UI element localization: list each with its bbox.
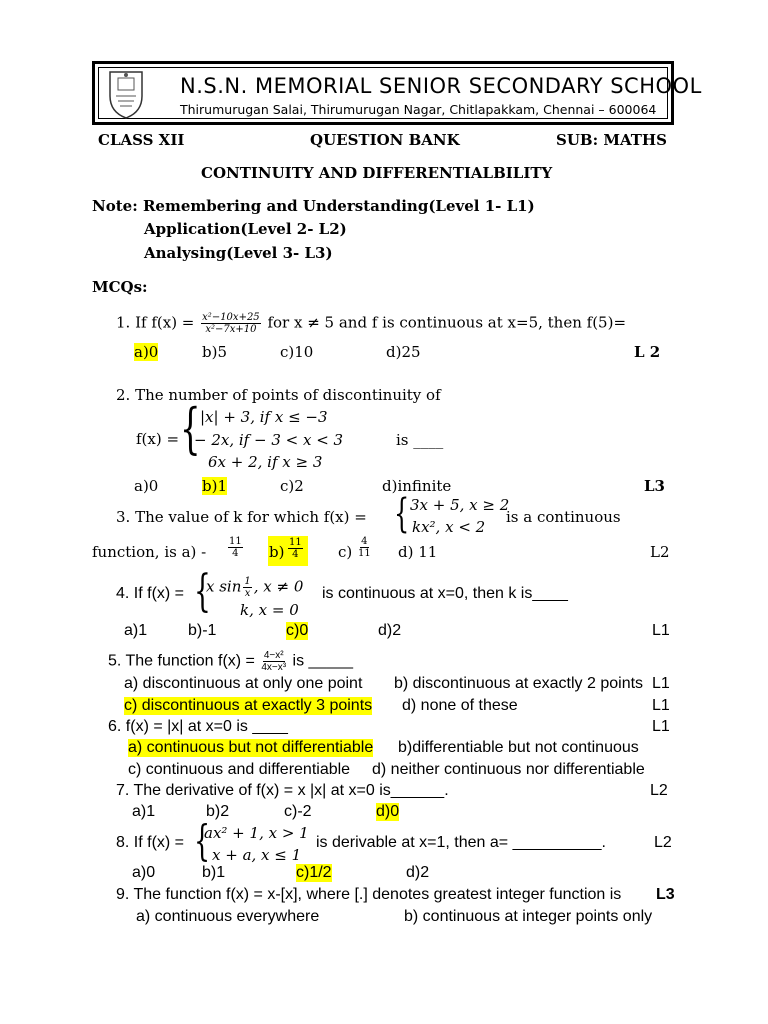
q4-option-d: d)2 — [378, 622, 402, 639]
q2-case-2: − 2x, if − 3 < x < 3 — [194, 431, 344, 449]
q4-option-b: b)-1 — [188, 622, 217, 639]
q8-level: L2 — [654, 834, 672, 851]
q3-b-denominator: 4 — [292, 549, 299, 560]
q8-option-a: a)0 — [132, 864, 156, 881]
q8-prefix: 8. If f(x) = — [116, 834, 185, 851]
q5-option-b: b) discontinuous at exactly 2 points — [394, 675, 644, 692]
q4-case-1-b: , x ≠ 0 — [253, 577, 304, 596]
q3-line-2: function, is a) - — [92, 543, 207, 561]
q3-b-numerator: 11 — [289, 537, 302, 548]
q3-option-a-fraction — [228, 536, 243, 559]
q7-question: 7. The derivative of f(x) = x |x| at x=0 is______. — [116, 782, 449, 799]
q3-option-c-fraction — [358, 536, 371, 559]
q1-denominator: x²−7x+10 — [205, 324, 257, 335]
q8-option-c: c)1/2 — [296, 864, 332, 881]
q1-suffix: for x ≠ 5 and f is continuous at x=5, then f(5)= — [267, 313, 627, 332]
school-logo-icon — [104, 66, 148, 120]
q3-b-label: b) — [269, 543, 285, 561]
mcq-heading: MCQs: — [92, 278, 148, 296]
q9-level: L3 — [656, 886, 675, 903]
q4-case-1 — [206, 576, 303, 599]
q2-option-d: d)infinite — [382, 477, 452, 495]
q1-option-d: d)25 — [386, 343, 421, 361]
q5-level-b: L1 — [652, 697, 670, 714]
q2-case-1: |x| + 3, if x ≤ −3 — [200, 408, 328, 426]
q1-numerator: x²−10x+25 — [202, 312, 260, 323]
school-name: N.S.N. MEMORIAL SENIOR SECONDARY SCHOOL — [180, 74, 702, 98]
q8-case-2: x + a, x ≤ 1 — [212, 846, 302, 864]
q7-option-d: d)0 — [376, 803, 400, 820]
q4-option-a: a)1 — [124, 622, 148, 639]
q8-brace: { — [194, 816, 211, 865]
q2-suffix: is ____ — [396, 431, 444, 449]
q6-question: 6. f(x) = |x| at x=0 is ____ — [108, 718, 288, 735]
q3-option-d: d) 11 — [398, 543, 438, 561]
q8-option-b: b)1 — [202, 864, 226, 881]
q3-c-numerator: 4 — [361, 536, 368, 547]
q3-level: L2 — [650, 543, 670, 561]
q6-option-d: d) neither continuous nor differentiable — [372, 761, 645, 778]
q5-denominator: 4x−x³ — [261, 662, 287, 673]
q4-prefix: 4. If f(x) = — [116, 585, 185, 602]
subject-label: SUB: MATHS — [556, 131, 667, 149]
q1-fraction — [201, 312, 261, 335]
q6-option-b: b)differentiable but not continuous — [398, 739, 639, 756]
q3-case-2: kx², x < 2 — [412, 518, 486, 536]
q3-b-fraction — [288, 537, 303, 560]
class-label: CLASS XII — [98, 131, 185, 149]
q7-option-c: c)-2 — [284, 803, 312, 820]
q3-c-denominator: 11 — [358, 548, 371, 559]
q9-option-a: a) continuous everywhere — [136, 908, 320, 925]
q4-case-1-den: x — [244, 588, 251, 599]
q5-option-a: a) discontinuous at only one point — [124, 675, 363, 692]
q4-level: L1 — [652, 622, 670, 639]
q9-option-b: b) continuous at integer points only — [404, 908, 653, 925]
q4-brace: { — [194, 566, 211, 617]
q2-question: 2. The number of points of discontinuity of — [116, 386, 441, 404]
q4-case-1-a: x sin — [206, 577, 242, 596]
q3-suffix: is a continuous — [506, 508, 621, 526]
q6-option-c: c) continuous and differentiable — [128, 761, 351, 778]
q3-a-numerator: 11 — [229, 536, 242, 547]
q4-case-1-num: 1 — [244, 576, 251, 587]
q1-option-b: b)5 — [202, 343, 227, 361]
q9-question: 9. The function f(x) = x-[x], where [.] denotes greatest integer function is — [116, 886, 622, 903]
q2-fx-label: f(x) = — [136, 430, 180, 448]
note-line-2: Application(Level 2- L2) — [144, 220, 347, 238]
q4-case-1-fraction — [243, 576, 251, 599]
q2-option-a: a)0 — [134, 477, 159, 495]
q8-suffix: is derivable at x=1, then a= __________. — [316, 834, 606, 851]
school-address: Thirumurugan Salai, Thirumurugan Nagar, Chitlapakkam, Chennai – 600064 — [180, 102, 657, 117]
q1-question — [116, 312, 626, 335]
q3-brace: { — [394, 491, 410, 537]
q5-option-d: d) none of these — [402, 697, 518, 714]
q3-case-1: 3x + 5, x ≥ 2 — [410, 496, 510, 514]
q1-level: L 2 — [634, 343, 661, 361]
q4-suffix: is continuous at x=0, then k is____ — [322, 585, 568, 602]
q4-case-2: k, x = 0 — [240, 601, 299, 619]
q3-a-denominator: 4 — [232, 548, 239, 559]
q2-option-b: b)1 — [202, 477, 227, 495]
q2-case-3: 6x + 2, if x ≥ 3 — [208, 453, 323, 471]
q5-level-a: L1 — [652, 675, 670, 692]
q5-option-c: c) discontinuous at exactly 3 points — [124, 697, 373, 714]
q5-fraction — [261, 650, 286, 673]
q6-option-a: a) continuous but not differentiable — [128, 739, 374, 756]
q3-option-b — [268, 536, 308, 566]
q3-c-label: c) — [338, 543, 353, 561]
q7-option-b: b)2 — [206, 803, 230, 820]
note-line-3: Analysing(Level 3- L3) — [144, 244, 333, 262]
q8-option-d: d)2 — [406, 864, 430, 881]
q2-level: L3 — [644, 477, 665, 495]
q2-option-c: c)2 — [280, 477, 304, 495]
q8-case-1: ax² + 1, x > 1 — [204, 824, 309, 842]
q7-level: L2 — [650, 782, 668, 799]
q5-prefix: 5. The function f(x) = — [108, 652, 255, 670]
q1-option-c: c)10 — [280, 343, 314, 361]
doc-type-label: QUESTION BANK — [310, 131, 460, 149]
q5-numerator: 4−x² — [263, 650, 284, 661]
topic-title: CONTINUITY AND DIFFERENTIALBILITY — [201, 164, 553, 182]
q1-option-a: a)0 — [134, 343, 159, 361]
q1-prefix: 1. If f(x) = — [116, 313, 195, 332]
q7-option-a: a)1 — [132, 803, 156, 820]
q5-question — [108, 650, 353, 673]
q5-suffix: is _____ — [292, 652, 354, 670]
q3-prefix: 3. The value of k for which f(x) = — [116, 508, 367, 526]
q4-option-c: c)0 — [286, 622, 309, 639]
q6-level: L1 — [652, 718, 670, 735]
note-line-1: Note: Remembering and Understanding(Level 1- L1) — [92, 197, 535, 215]
q2-brace: { — [180, 397, 201, 460]
